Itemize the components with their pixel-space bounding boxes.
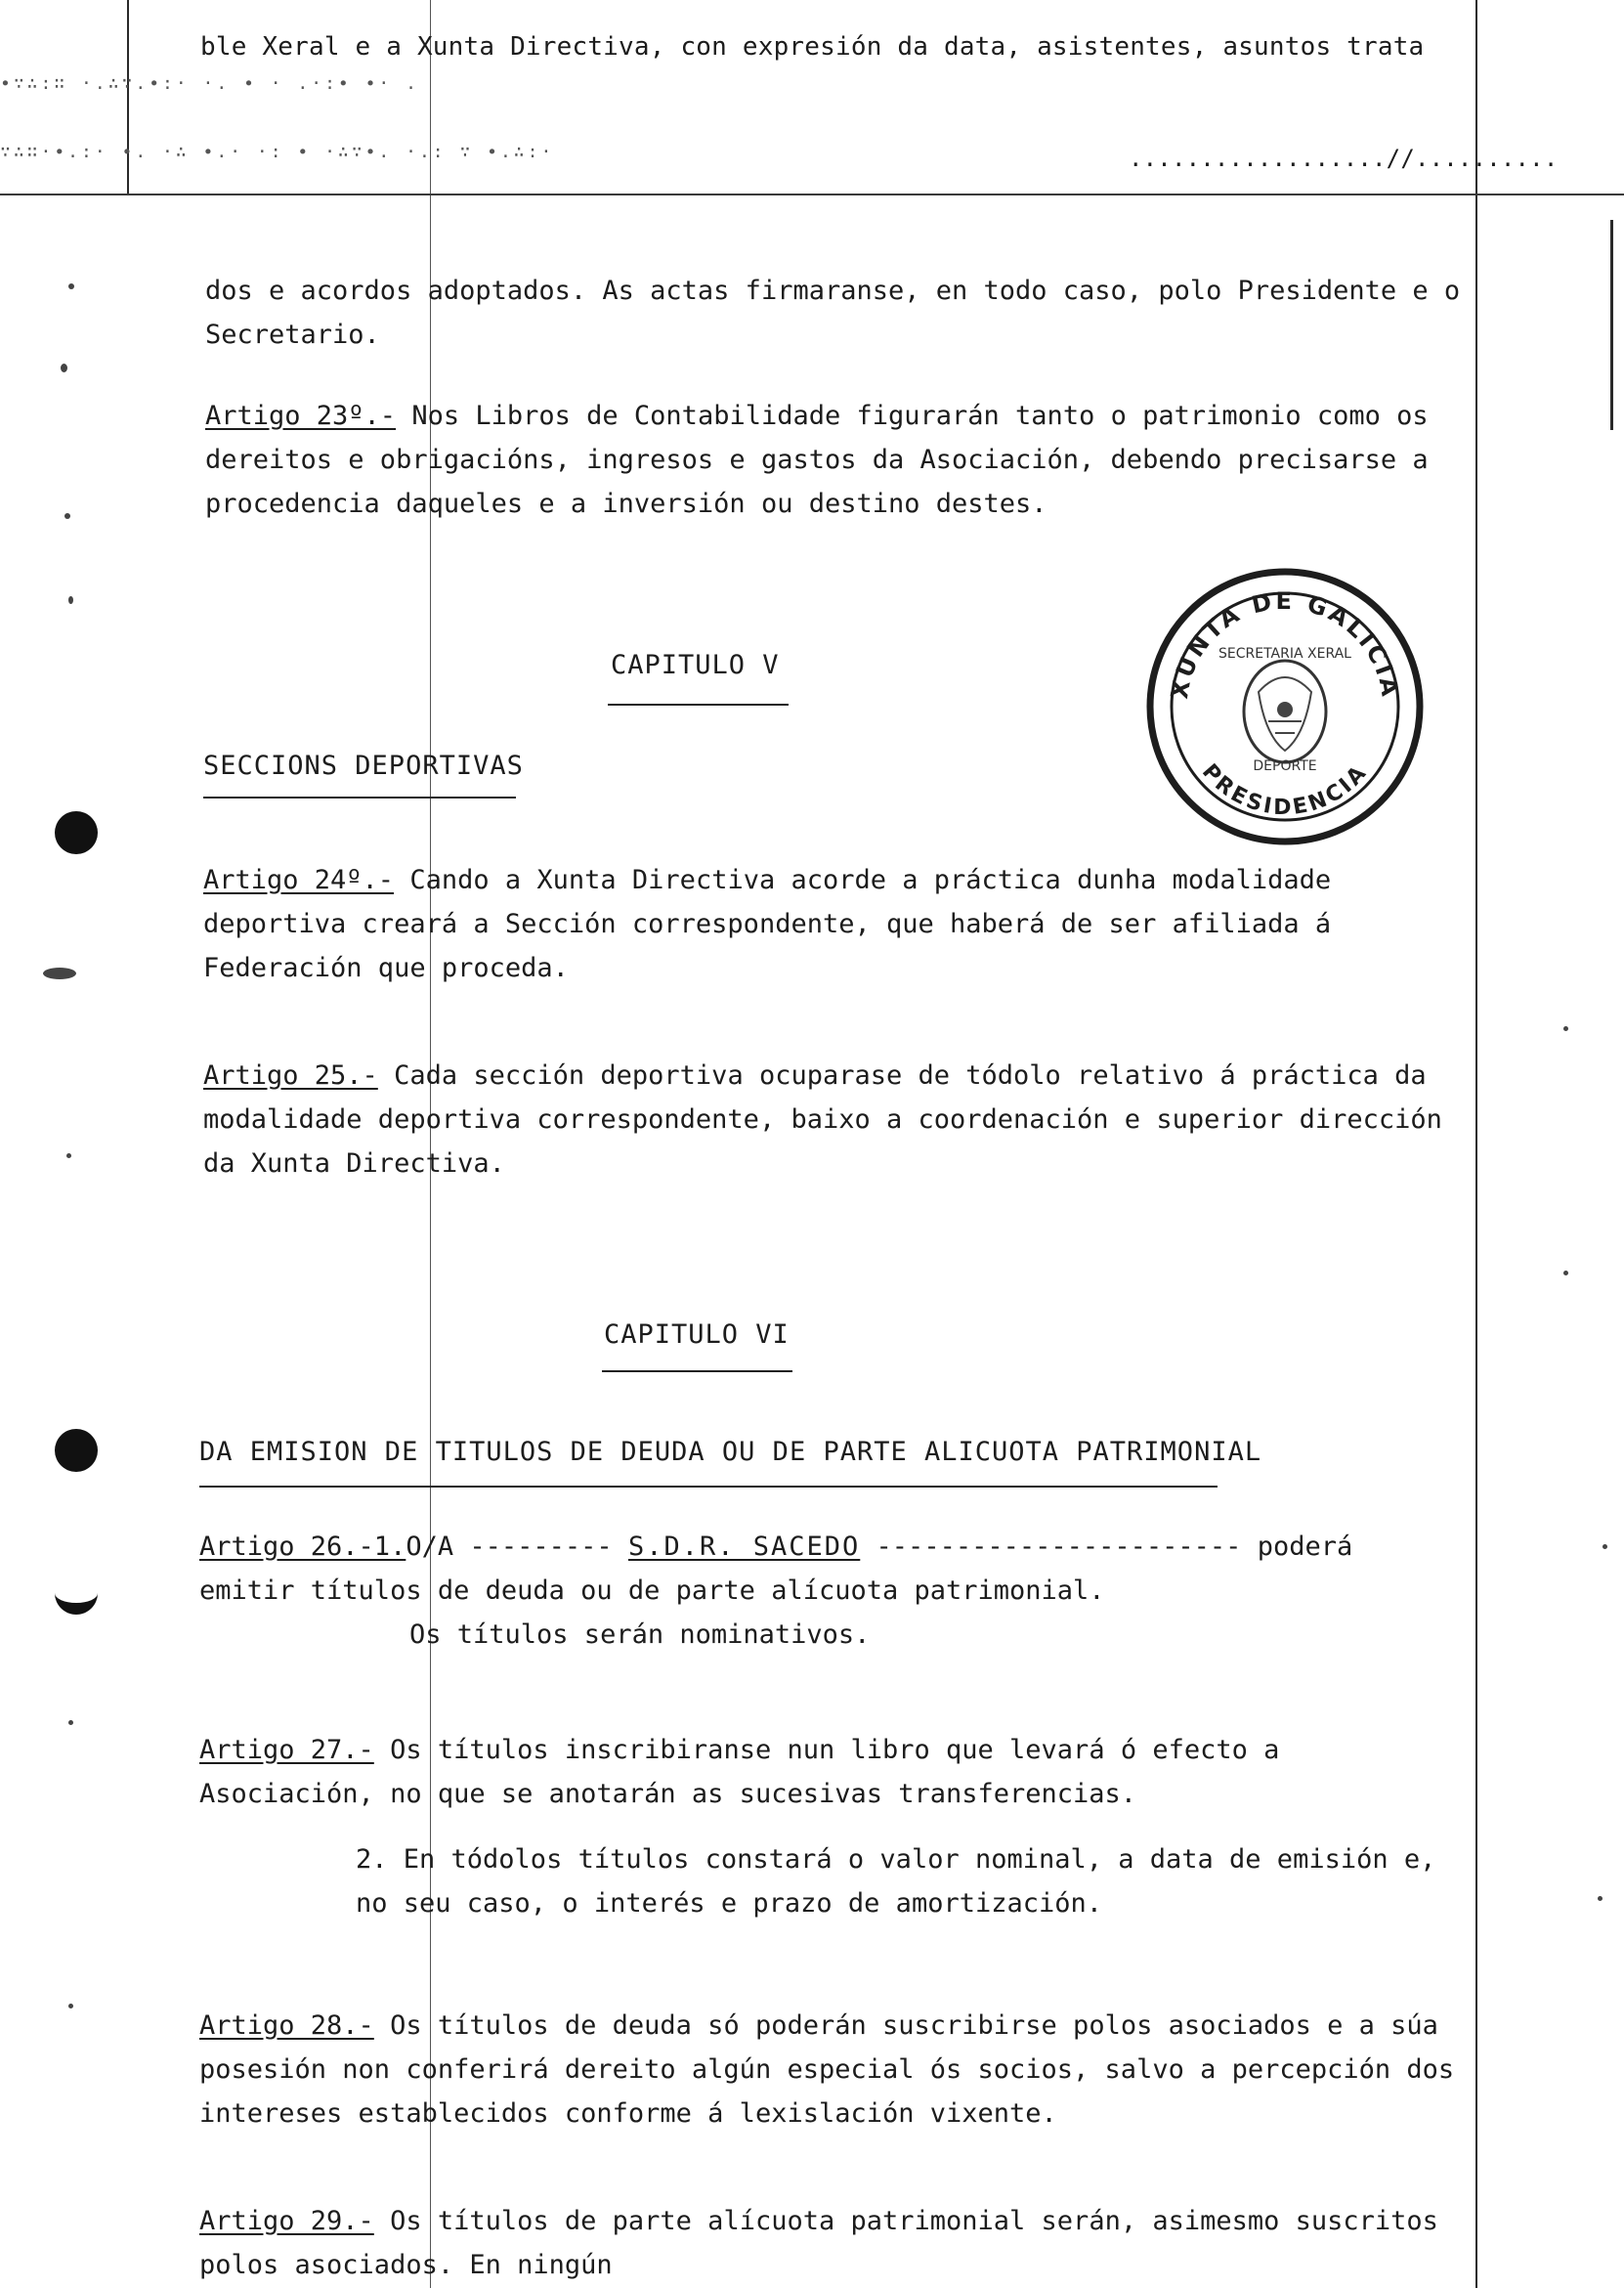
- margin-speck: [68, 283, 74, 289]
- binder-hole-top: [55, 811, 98, 854]
- chapter-6-title: CAPITULO VI: [604, 1319, 790, 1350]
- top-fragment-line: ble Xeral e a Xunta Directiva, con expresión da data, asistentes, asuntos trata: [200, 32, 1425, 62]
- binder-hole-middle: [55, 1429, 98, 1472]
- chapter-6-subtitle: DA EMISION DE TITULOS DE DEUDA OU DE PARTE ALICUOTA PATRIMONIAL: [199, 1437, 1262, 1467]
- scan-line-left: [127, 0, 129, 195]
- stamp-coat-of-arms: [1244, 661, 1326, 762]
- faded-noise: ∵∴∷·∙.:· ∙. ·∴ ∙.· ·: ∙ ·∴∵∙. ·.: ∵ ∙.∴:·: [0, 142, 555, 162]
- margin-speck: [64, 513, 70, 519]
- article-28: [199, 2004, 1460, 2136]
- margin-speck: [68, 1720, 73, 1725]
- stamp-left-text: SECRETARIA XERAL: [1218, 646, 1351, 662]
- scan-line-right: [1475, 0, 1477, 2288]
- margin-speck: [1603, 1544, 1607, 1549]
- article-22-text: dos e acordos adoptados. As actas firmaranse, en todo caso, polo Presidente e o Secretario.: [205, 276, 1461, 350]
- margin-speck: [1598, 1896, 1603, 1901]
- official-stamp-seal: [1143, 565, 1427, 848]
- chapter-5-underline: [608, 704, 789, 706]
- article-24-label: Artigo 24º.-: [203, 865, 395, 895]
- article-25-text: Cada sección deportiva ocuparase de tódolo relativo á práctica da modalidade deportiva correspondente, baixo a coordenación e superior dirección da Xunta Directiva.: [203, 1060, 1442, 1179]
- article-26-dash1: ---------: [469, 1532, 613, 1562]
- margin-speck: [68, 2004, 73, 2008]
- chapter-5-subtitle: SECCIONS DEPORTIVAS: [203, 751, 524, 781]
- article-24: [203, 858, 1464, 990]
- article-29: [199, 2199, 1460, 2287]
- chapter-6-subtitle-underline: [199, 1486, 1218, 1488]
- margin-speck: [1563, 1271, 1568, 1275]
- article-25-label: Artigo 25.-: [203, 1060, 378, 1091]
- margin-mark: [43, 968, 76, 979]
- article-25: [203, 1054, 1464, 1186]
- article-22-continuation: [205, 269, 1466, 357]
- stamp-bottom-text: PRESIDENCIA: [1197, 759, 1373, 821]
- chapter-6-underline: [602, 1370, 792, 1372]
- stamp-top-text: XUNTA DE GALICIA: [1166, 586, 1404, 702]
- scan-line-far-right: [1610, 220, 1613, 430]
- article-26-tail: poderá emitir títulos de deuda ou de parte alícuota patrimonial.: [199, 1532, 1353, 1606]
- article-29-label: Artigo 29.-: [199, 2206, 374, 2236]
- chapter-5-subtitle-underline: [203, 797, 516, 799]
- article-27-label: Artigo 27.-: [199, 1735, 374, 1765]
- binder-hole-bottom: [55, 1581, 98, 1615]
- article-24-text: Cando a Xunta Directiva acorde a práctica dunha modalidade deportiva creará a Sección correspondente, que haberá de ser afiliada á Federación que proceda.: [203, 865, 1332, 983]
- margin-dotted-mark: ..................//..........: [1129, 145, 1559, 172]
- article-23-text: Nos Libros de Contabilidade figurarán tanto o patrimonio como os dereitos e obrigacións, ingresos e gastos da Asociación, debendo precisarse a procedencia daqueles e a inversión ou destino destes.: [205, 401, 1429, 519]
- article-26-label: Artigo 26.-1.: [199, 1532, 406, 1562]
- margin-speck: [61, 364, 67, 372]
- article-26-dash2: -----------------------: [876, 1532, 1242, 1562]
- article-29-text: Os títulos de parte alícuota patrimonial serán, asimesmo suscritos polos asociados. En ningún: [199, 2206, 1438, 2280]
- chapter-5-title: CAPITULO V: [611, 650, 780, 680]
- article-27-point-2: 2. En tódolos títulos constará o valor nominal, a data de emisión e, no seu caso, o interés e prazo de amortización.: [356, 1844, 1436, 1919]
- article-26-prefix: O/A: [406, 1532, 454, 1562]
- club-name-field: S.D.R. SACEDO: [627, 1532, 861, 1562]
- article-26-line2: Os títulos serán nominativos.: [409, 1619, 871, 1650]
- article-23: [205, 394, 1466, 526]
- article-27-text: Os títulos inscribiranse nun libro que levará ó efecto a Asociación, no que se anotarán as sucesivas transferencias.: [199, 1735, 1280, 1809]
- article-23-label: Artigo 23º.-: [205, 401, 397, 431]
- copy-edge-line: [0, 194, 1624, 195]
- margin-speck: [1563, 1026, 1568, 1031]
- faded-noise: ∙∵∴:∷ ·.∴∵.∙:· ·. ∙ · .·:∙ ∙· .: [0, 73, 419, 94]
- article-28-label: Artigo 28.-: [199, 2010, 374, 2041]
- margin-speck: [68, 596, 73, 604]
- article-26: [199, 1525, 1460, 1657]
- stamp-right-text: DEPORTE: [1253, 758, 1317, 774]
- margin-speck: [66, 1153, 71, 1158]
- article-27: [199, 1728, 1460, 1925]
- article-28-text: Os títulos de deuda só poderán suscribirse polos asociados e a súa posesión non conferirá dereito algún especial ós socios, salvo a percepción dos intereses establecidos conforme á lexislación vixente.: [199, 2010, 1455, 2129]
